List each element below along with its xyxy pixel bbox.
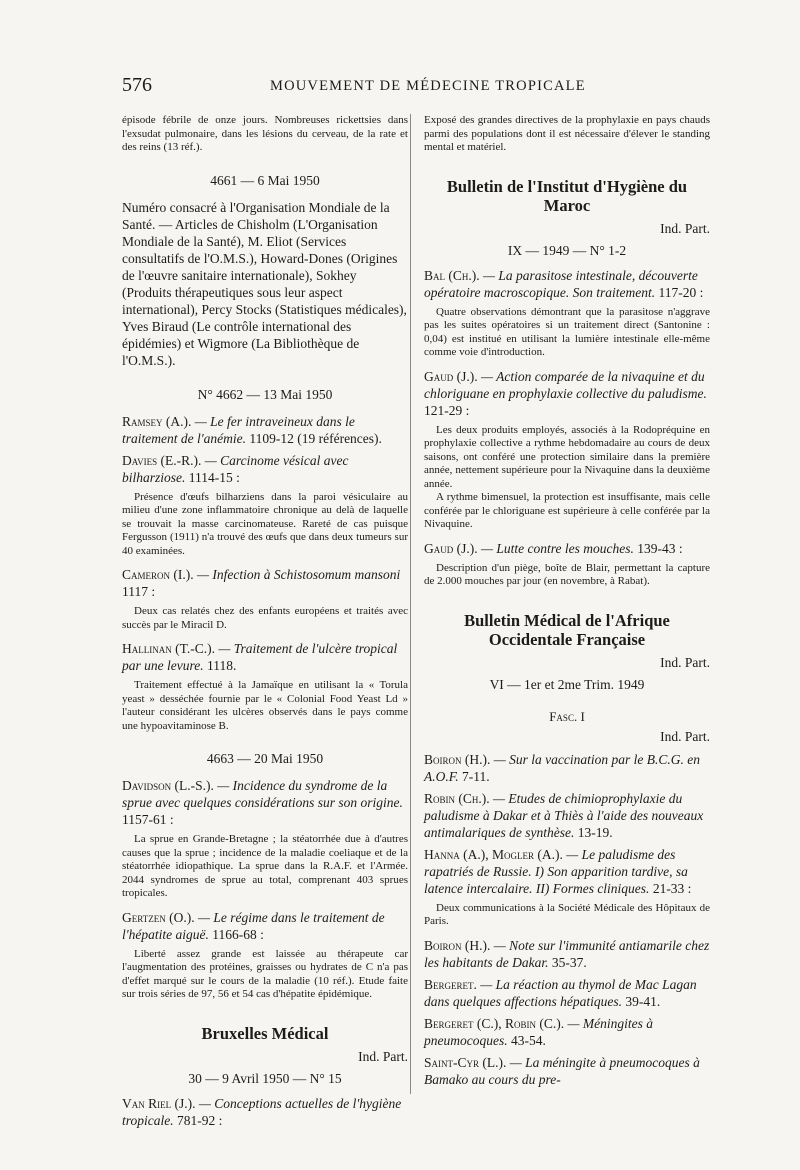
entry-abstract: La sprue en Grande-Bretagne ; la stéatorrhée due à d'autres causes que la sprue ; incidence de la maladie coeliaque et de la stéatorrhée idiopathique. La sprue dans la R.A.F. et l'Armée. 2044 syndromes de sprue au total, comprenant 403 sprues tropicales. (122, 833, 408, 899)
entry-title: — Note sur l'immunité antiamarile chez les habitants de Dakar. (424, 937, 710, 970)
entry-author: Hanna (A.), Mogler (A.). (424, 846, 563, 862)
bibliographic-entry (424, 976, 710, 1010)
entry-title: — Le régime dans le traitement de l'hépatite aiguë. (122, 909, 385, 942)
entry-title: — Méningites à pneumocoques. (424, 1015, 653, 1048)
entry-author: Bal (Ch.). (424, 267, 480, 283)
bibliographic-entry (424, 540, 710, 557)
entry-abstract: Deux cas relatés chez des enfants européens et traités avec succès par le Miracil D. (122, 605, 408, 631)
bibliographic-entry (122, 640, 408, 674)
index-part-label: Ind. Part. (660, 654, 710, 670)
entry-author: Gaud (J.). (424, 368, 478, 384)
continuation-text: Exposé des grandes directives de la prophylaxie en pays chauds parmi des populations dont il est nécessaire d'élever le standing mental et matériel. (424, 114, 710, 153)
entry-pages: 1109-12 (19 références). (249, 430, 382, 446)
entry-abstract: Traitement effectué à la Jamaïque en utilisant la « Torula yeast » desséchée fournie par le « Colonial Food Yeast Ld » l'auteur considérant les ulcères observés dans le pays comme une hypoavitaminose B. (122, 679, 408, 732)
entry-author: Ramsey (A.). (122, 413, 192, 429)
entry-pages: 117-20 : (658, 284, 704, 300)
index-part-label: Ind. Part. (358, 1048, 408, 1064)
entry-title: — Traitement de l'ulcère tropical par une levure. (122, 641, 398, 673)
entry-abstract: Deux communications à la Société Médicale des Hôpitaux de Paris. (424, 901, 710, 927)
entry-pages: 21-33 : (652, 880, 692, 896)
bibliographic-entry (424, 1015, 710, 1049)
index-part-label: Ind. Part. (660, 220, 710, 236)
entry-title: — Conceptions actuelles de l'hygiène tropicale. (122, 1095, 402, 1128)
entry-pages: 1117 : (122, 584, 156, 599)
entry-author: Gaud (J.). (424, 540, 478, 556)
entry-pages: 35-37. (551, 954, 587, 970)
right-column (424, 114, 710, 1093)
entry-pages: 781-92 : (177, 1112, 223, 1128)
entry-title: — Carcinome vésical avec bilharziose. (122, 452, 349, 485)
entry-title: — Lutte contre les mouches. (481, 540, 634, 556)
entry-abstract: Description d'un piège, boîte de Blair, permettant la capture de 2.000 mouches par jour (en novembre, à Rabat). (424, 561, 710, 587)
entry-title: — La parasitose intestinale, découverte opératoire macroscopique. Son traitement. (424, 267, 698, 300)
entry-4661: Numéro consacré à l'Organisation Mondiale de la Santé. — Articles de Chisholm (L'Organisation Mondiale de la Santé), M. Eliot (Services consultatifs de l'O.M.S.), Howard-Dones (Origines de l'œuvre sanitaire internationale), Sokhey (Produits thérapeutiques sous leur aspect international), Percy Stocks (Statistiques médicales), Yves Biraud (Le contrôle international des épidémies) et Wigmore (La Bibliothèque de l'O.M.S.). (122, 199, 407, 368)
fascicle-heading: Fasc. I (549, 708, 585, 724)
issue-heading: 4663 — 20 Mai 1950 (206, 751, 324, 766)
bibliographic-entry (122, 777, 408, 828)
bibliographic-entry (122, 413, 408, 447)
page-number: 576 (122, 74, 152, 96)
journal-heading: Bulletin Médical de l'Afrique Occidentale Française (464, 610, 670, 649)
entry-pages: 139-43 : (637, 540, 683, 556)
issue-heading: IX — 1949 — N° 1-2 (507, 242, 627, 258)
bibliographic-entry (122, 452, 408, 486)
bibliographic-entry (122, 909, 408, 943)
running-title: MOUVEMENT DE MÉDECINE TROPICALE (270, 78, 586, 94)
entry-pages: 7-11. (462, 768, 490, 784)
entry-author: Boiron (H.). (424, 751, 491, 767)
bibliographic-entry (122, 1095, 408, 1129)
entry-abstract: Les deux produits employés, associés à la Rodopréquine en prophylaxie collective a rythme hebdomadaire au cours de deux saisons, ont conféré une protection similaire dans la première année, nettement supérieure pour la Nivaquine dans la deuxième année. (424, 423, 710, 490)
entry-pages: 1157-61 : (122, 812, 174, 827)
bibliographic-entry (424, 1054, 710, 1088)
bibliographic-entry (424, 751, 710, 785)
entry-author: Boiron (H.). (424, 937, 491, 953)
entry-title: — Le fer intraveineux dans le traitement de l'anémie. (122, 413, 355, 446)
bibliographic-entry (122, 566, 408, 600)
journal-heading: Bruxelles Médical (201, 1023, 329, 1043)
entry-author: Hallinan (T.-C.). (122, 641, 215, 656)
issue-heading: VI — 1er et 2me Trim. 1949 (489, 676, 645, 692)
entry-author: Davies (E.-R.). (122, 452, 202, 468)
entry-author: Robin (Ch.). (424, 790, 490, 806)
left-column (122, 114, 408, 1134)
entry-title: — La méningite à pneumocoques à Bamako au cours du pre- (424, 1054, 700, 1087)
entry-author: Gertzen (O.). (122, 909, 195, 925)
bibliographic-entry (424, 790, 710, 841)
entry-title: — La réaction au thymol de Mac Lagan dans quelques affections hépatiques. (424, 976, 697, 1009)
page-header (122, 74, 710, 100)
entry-title: — Le paludisme des rapatriés de Russie. I) Son apparition tardive, sa latence intercalaire. II) Formes cliniques. (424, 846, 688, 896)
bibliographic-entry (424, 846, 710, 897)
entry-author: Bergeret (C.), Robin (C.). (424, 1015, 565, 1031)
entry-author: Cameron (I.). (122, 567, 194, 582)
journal-heading: Bulletin de l'Institut d'Hygiène du Maroc (446, 176, 688, 215)
entry-author: Saint-Cyr (L.). (424, 1054, 507, 1070)
entry-pages: 121-29 : (424, 402, 470, 418)
entry-title: — Infection à Schistosomum mansoni (197, 567, 401, 582)
entry-author: Davidson (L.-S.). (122, 778, 214, 793)
index-part-label: Ind. Part. (660, 728, 710, 744)
entry-pages: 39-41. (625, 993, 661, 1009)
column-divider (410, 114, 411, 1094)
continuation-text: épisode fébrile de onze jours. Nombreuses rickettsies dans l'exsudat pulmonaire, dans les lésions du cerveau, de la rate et des reins (13 réf.). (122, 114, 408, 153)
entry-pages: 43-54. (510, 1032, 546, 1048)
entry-abstract: Quatre observations démontrant que la parasitose n'aggrave pas les suites opératoires si un traitement direct (Santonine : 0,04) est institué en utilisant la lumière intestinale elle-même comme voie d'introduction. (424, 305, 710, 358)
entry-pages: 1114-15 : (188, 469, 240, 485)
entry-abstract: Liberté assez grande est laissée au thérapeute car l'augmentation des protéines, graisses ou hydrates de C n'a pas d'effet marqué sur le cours de la maladie (10 réf.). Etude faite sur trois séries de 97, 56 et 54 cas d'hépatite épidémique. (122, 947, 408, 1000)
entry-pages: 1118. (206, 658, 237, 673)
issue-heading: N° 4662 — 13 Mai 1950 (197, 386, 333, 402)
entry-title: — Action comparée de la nivaquine et du chloriguane en prophylaxie collective du paludisme. (424, 368, 707, 401)
entry-author: Bergeret. (424, 976, 477, 992)
entry-pages: 1166-68 : (212, 926, 264, 942)
issue-heading: 4661 — 6 Mai 1950 (210, 172, 320, 188)
entry-title: — Etudes de chimioprophylaxie du paludisme à Dakar et à Thiès à l'aide des nouveaux antimalariques de synthèse. (424, 790, 704, 840)
entry-abstract: Présence d'œufs bilharziens dans la paroi vésiculaire au milieu d'une zone inflammatoire chronique au delà de laquelle se trouvait la masse carcinomateuse. Rareté de cas puisque Fergusson (1911) n'a trouvé des œufs que dans deux tumeurs sur 40 examinées. (122, 490, 408, 557)
entry-author: Van Riel (J.). (122, 1095, 196, 1111)
bibliographic-entry (424, 267, 710, 301)
entry-abstract: A rythme bimensuel, la protection est insuffisante, mais celle conférée par le chloriguane est supérieure à celle conférée par la Nivaquine. (424, 491, 710, 530)
entry-title: — Incidence du syndrome de la sprue avec quelques considérations sur son origine. (122, 778, 403, 810)
entry-title: — Sur la vaccination par le B.C.G. en A.O.F. (424, 751, 700, 784)
issue-heading: 30 — 9 Avril 1950 — N° 15 (188, 1070, 342, 1086)
entry-pages: 13-19. (577, 824, 613, 840)
bibliographic-entry (424, 368, 710, 419)
bibliographic-entry (424, 937, 710, 971)
